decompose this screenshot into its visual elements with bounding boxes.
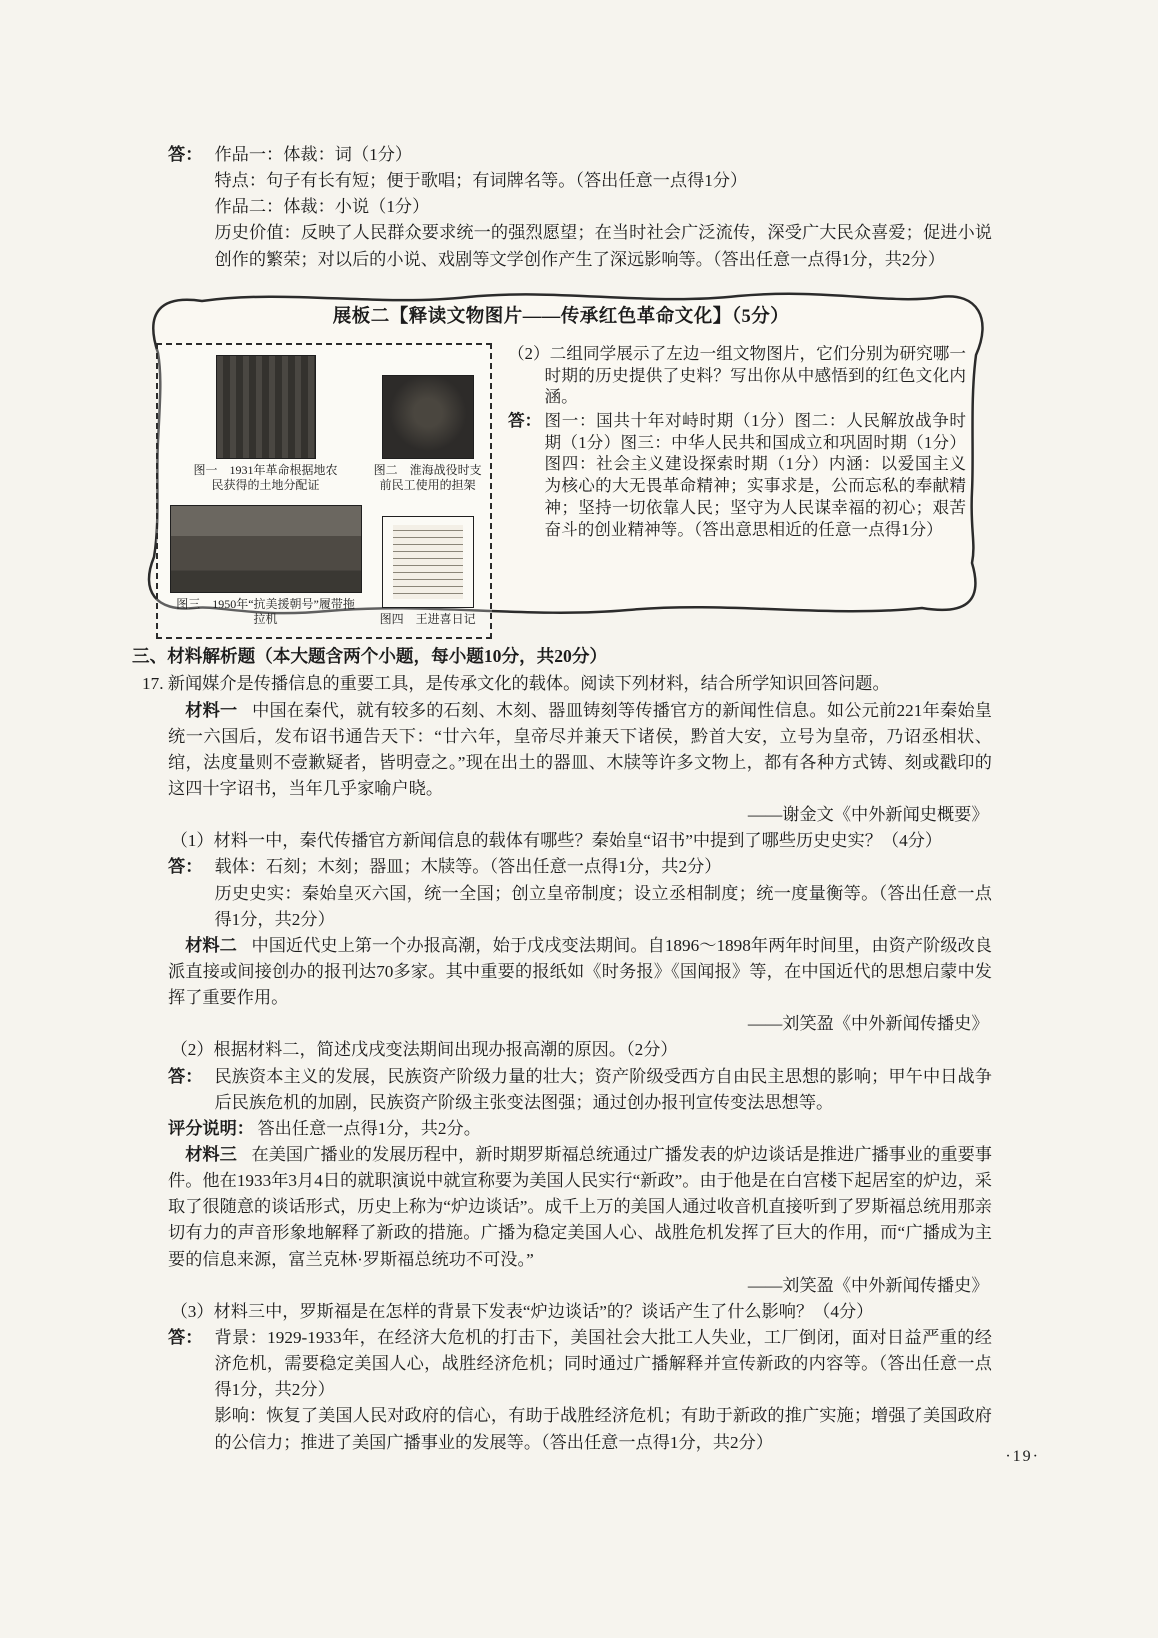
answer-block-top: [168, 142, 992, 273]
exhibit-title: 展板二【释读文物图片——传承红色革命文化】（5分）: [332, 306, 790, 327]
scoring-text: 答出任意一点得1分，共2分。: [257, 1118, 481, 1138]
material-3-text: 在美国广播业的发展历程中，新时期罗斯福总统通过广播发表的炉边谈话是推进广播事业的重要事件。他在1933年3月4日的就职演说中就宣称要为美国人民实行“新政”。由于他是在白宫楼下起居室的炉边，采取了很随意的谈话形式，历史上称为“炉边谈话”。成千上万的美国人通过收音机直接听到了罗斯福总统用那亲切有力的声音形象地解释了新政的措施。广播为稳定美国人心、战胜危机发挥了巨大的作用，而“广播成为主要的信息来源，富兰克林·罗斯福总统功不可没。”: [168, 1144, 992, 1269]
question-17-2: （2）根据材料二，简述戊戌变法期间出现办报高潮的原因。（2分）: [170, 1040, 678, 1060]
section-heading: 三、材料解析题（本大题含两个小题，每小题10分，共20分）: [132, 645, 608, 666]
answer-17-2: [168, 1064, 992, 1116]
answer-line: 特点：句子有长有短；便于歌唱；有词牌名等。（答出任意一点得1分）: [214, 171, 748, 191]
artifact-figure-2: [371, 375, 484, 493]
material-1-source: ——谢金文《中外新闻史概要》: [747, 805, 989, 825]
material-2: [168, 933, 992, 1011]
exhibit-answer-text: 图一：国共十年对峙时期（1分）图二：人民解放战争时期（1分）图三：中华人民共和国成立和巩固时期（1分）图四：社会主义建设探索时期（1分）内涵：以爱国主义为核心的大无畏革命精神；实事求是，公而忘私的奉献精神；坚持一切依靠人民；坚守为人民谋幸福的初心；艰苦奋斗的创业精神等。（答出意思相近的任意一点得1分）: [544, 411, 966, 539]
material-3: [168, 1142, 992, 1273]
answer-label: 答：: [168, 857, 203, 877]
answer-label: 答：: [508, 411, 542, 431]
material-2-source: ——刘笑盈《中外新闻传播史》: [747, 1014, 989, 1034]
answer-line: 作品二：体裁：小说（1分）: [214, 197, 430, 217]
answer-line: 影响：恢复了美国人民对政府的信心，有助于战胜经济危机；有助于新政的推广实施；增强了美国政府的公信力；推进了美国广播事业的发展等。（答出任意一点得1分，共2分）: [214, 1406, 992, 1452]
artifact-figure-4: [380, 516, 476, 627]
scoring-label: 评分说明：: [168, 1118, 254, 1138]
exhibit-question-column: [508, 343, 966, 541]
exhibit-question: （2）二组同学展示了左边一组文物图片，它们分别为研究哪一时期的历史提供了史料？写出你从中感悟到的红色文化内涵。: [508, 343, 966, 407]
answer-line: 历史史实：秦始皇灭六国，统一全国；创立皇帝制度；设立丞相制度；统一度量衡等。（答出任意一点得1分，共2分）: [214, 883, 992, 929]
question-17-intro: 17. 新闻媒介是传播信息的重要工具，是传承文化的载体。阅读下列材料，结合所学知识回答问题。: [142, 674, 890, 694]
answer-label: 答：: [168, 1327, 203, 1347]
material-1-label: 材料一: [185, 700, 238, 720]
exhibit-banner: [128, 281, 1006, 633]
material-2-label: 材料二: [185, 935, 237, 955]
material-3-source: ——刘笑盈《中外新闻传播史》: [747, 1275, 989, 1295]
material-3-label: 材料三: [185, 1144, 237, 1164]
answer-text: 民族资本主义的发展，民族资产阶级力量的壮大；资产阶级受西方自由民主思想的影响；甲午中日战争后民族危机的加剧，民族资产阶级主张变法图强；通过创办报刊宣传变法思想等。: [214, 1066, 992, 1112]
answer-body: [214, 142, 992, 273]
page-content: [132, 142, 992, 1456]
material-1: [168, 698, 992, 803]
answer-line: 历史价值：反映了人民群众要求统一的强烈愿望；在当时社会广泛流传，深受广大民众喜爱；促进小说创作的繁荣；对以后的小说、戏剧等文学创作产生了深远影响等。（答出任意一点得1分，共2分）: [214, 223, 992, 269]
artifact-image-stretcher: [382, 375, 474, 459]
artifact-caption-1: 图一 1931年革命根据地农民获得的土地分配证: [193, 462, 338, 492]
answer-17-3: [168, 1325, 992, 1456]
artifact-image-diary: [382, 516, 474, 608]
exhibit-answer-block: [508, 410, 966, 540]
material-1-text: 中国在秦代，就有较多的石刻、木刻、器皿铸刻等传播官方的新闻性信息。如公元前221年秦始皇统一六国后，发布诏书通告天下：“廿六年，皇帝尽并兼天下诸侯，黔首大安，立号为皇帝，乃诏丞相状、绾，法度量则不壹歉疑者，皆明壹之。”现在出土的器皿、木牍等许多文物上，都有各种方式铸、刻或戳印的这四十字诏书，当年几乎家喻户晓。: [168, 700, 992, 798]
scoring-note: [168, 1116, 992, 1142]
answer-17-1: [168, 854, 992, 932]
material-2-text: 中国近代史上第一个办报高潮，始于戊戌变法期间。自1896～1898年两年时间里，由资产阶级改良派直接或间接创办的报刊达70多家。其中重要的报纸如《时务报》《国闻报》等，在中国近代的思想启蒙中发挥了重要作用。: [168, 935, 992, 1008]
answer-line: 载体：石刻；木刻；器皿；木牍等。（答出任意一点得1分，共2分）: [214, 857, 722, 877]
answer-label: 答：: [168, 145, 203, 164]
artifact-caption-2: 图二 淮海战役时支前民工使用的担架: [373, 462, 482, 492]
artifact-photo-box: [156, 343, 492, 639]
artifact-figure-1: [191, 355, 341, 493]
artifact-figure-3: [170, 505, 362, 627]
artifact-caption-3: 图三 1950年“抗美援朝号”履带拖拉机: [176, 596, 355, 626]
artifact-image-tractor: [170, 505, 362, 593]
answer-line: 背景：1929-1933年，在经济大危机的打击下，美国社会大批工人失业，工厂倒闭，面对日益严重的经济危机，需要稳定美国人心，战胜经济危机；同时通过广播解释并宣传新政的内容等。（答出任意一点得1分，共2分）: [214, 1327, 992, 1400]
question-17-3: （3）材料三中，罗斯福是在怎样的背景下发表“炉边谈话”的？谈话产生了什么影响？（4分）: [170, 1301, 874, 1321]
artifact-image-land-certificate: [216, 355, 316, 459]
page-number: ·19·: [1005, 1448, 1040, 1465]
exhibit-banner-inner: [156, 303, 966, 626]
question-17-1: （1）材料一中，秦代传播官方新闻信息的载体有哪些？秦始皇“诏书”中提到了哪些历史史实？（4分）: [170, 831, 943, 851]
answer-label: 答：: [168, 1066, 203, 1086]
answer-line: 作品一：体裁：词（1分）: [214, 145, 413, 164]
artifact-caption-4: 图四 王进喜日记: [379, 611, 476, 626]
